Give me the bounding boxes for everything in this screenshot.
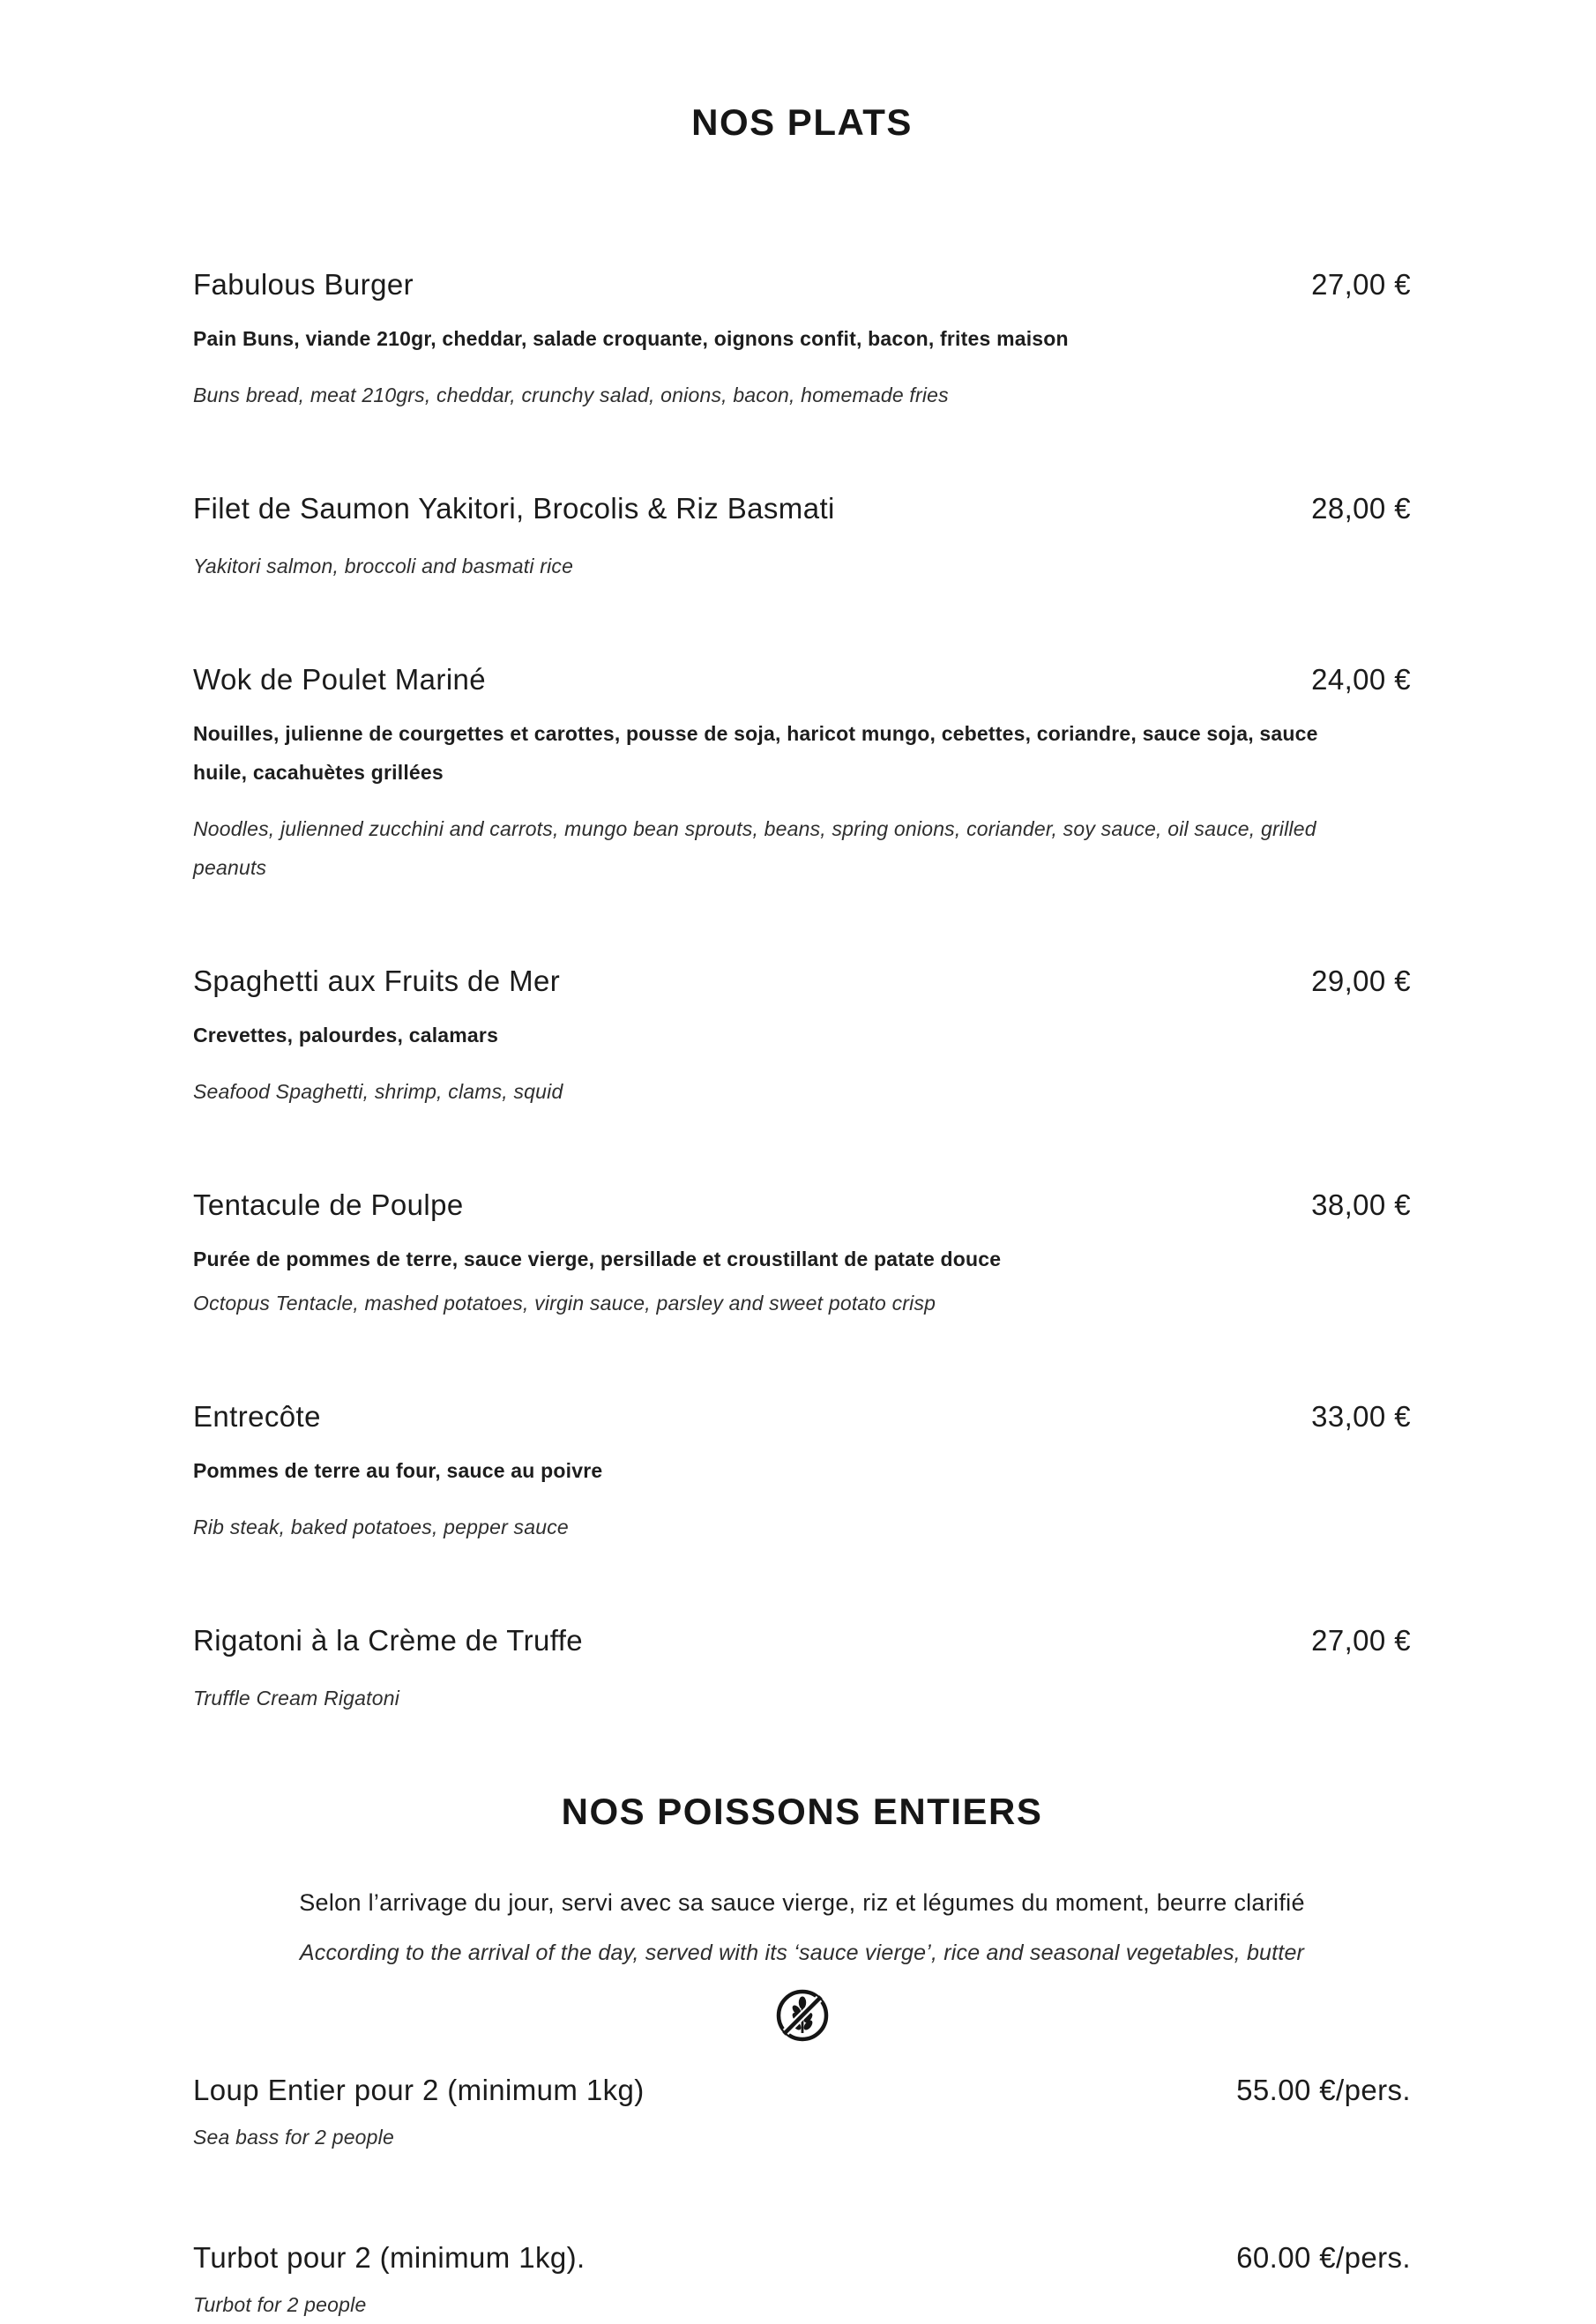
menu-item-entrecote: [193, 1397, 1411, 1546]
item-row: [193, 1397, 1411, 1437]
item-name: Filet de Saumon Yakitori, Brocolis & Riz Basmati: [193, 492, 835, 525]
menu-item-wok-poulet: [193, 659, 1411, 887]
gluten-free-icon: [774, 1987, 831, 2044]
item-row: [193, 659, 1411, 700]
item-price: 60.00 €/pers.: [1236, 2241, 1411, 2274]
item-description-en: Turbot for 2 people: [193, 2293, 367, 2316]
item-description-fr: Pain Buns, viande 210gr, cheddar, salade croquante, oignons confit, bacon, frites maison: [193, 327, 1069, 350]
item-description-fr: Nouilles, julienne de courgettes et carottes, pousse de soja, haricot mungo, cebettes, coriandre, sauce soja, sauce huile, cacahuètes grillées: [193, 722, 1318, 784]
item-name: Loup Entier pour 2 (minimum 1kg): [193, 2074, 645, 2106]
item-description-en: Yakitori salmon, broccoli and basmati rice: [193, 555, 574, 577]
fish-intro-fr: Selon l’arrivage du jour, servi avec sa sauce vierge, riz et légumes du moment, beurre clarifié: [299, 1889, 1305, 1916]
item-price: 24,00 €: [1311, 663, 1411, 696]
menu-item-turbot: [193, 2238, 1411, 2324]
item-price: 27,00 €: [1311, 1624, 1411, 1657]
item-name: Tentacule de Poulpe: [193, 1188, 464, 1221]
item-price: 38,00 €: [1311, 1188, 1411, 1221]
menu-item-rigatoni-truffe: [193, 1620, 1411, 1717]
fish-section-title: NOS POISSONS ENTIERS: [561, 1791, 1043, 1832]
item-description-en: Octopus Tentacle, mashed potatoes, virgin sauce, parsley and sweet potato crisp: [193, 1292, 936, 1315]
menu-item-loup-entier: [193, 2070, 1411, 2156]
item-row: [193, 2070, 1411, 2111]
item-row: [193, 1620, 1411, 1661]
plats-section: [193, 264, 1411, 1717]
item-description-fr: Pommes de terre au four, sauce au poivre: [193, 1459, 603, 1482]
item-name: Entrecôte: [193, 1400, 321, 1433]
item-price: 29,00 €: [1311, 965, 1411, 997]
item-row: [193, 488, 1411, 529]
item-name: Fabulous Burger: [193, 268, 414, 301]
page-title: NOS PLATS: [691, 101, 913, 143]
item-description-en: Sea bass for 2 people: [193, 2126, 394, 2149]
item-row: [193, 1185, 1411, 1225]
item-price: 28,00 €: [1311, 492, 1411, 525]
item-description-fr: Purée de pommes de terre, sauce vierge, persillade et croustillant de patate douce: [193, 1248, 1002, 1270]
item-description-fr: Crevettes, palourdes, calamars: [193, 1024, 499, 1047]
menu-item-fabulous-burger: [193, 264, 1411, 414]
menu-item-spaghetti-fruits-de-mer: [193, 961, 1411, 1111]
item-description-en: Seafood Spaghetti, shrimp, clams, squid: [193, 1080, 563, 1103]
item-description-en: Noodles, julienned zucchini and carrots, mungo bean sprouts, beans, spring onions, coriander, soy sauce, oil sauce, grilled peanuts: [193, 817, 1316, 879]
item-name: Wok de Poulet Mariné: [193, 663, 487, 696]
menu-item-saumon-yakitori: [193, 488, 1411, 585]
icon-container: [193, 1987, 1411, 2044]
item-description-en: Truffle Cream Rigatoni: [193, 1687, 400, 1709]
item-name: Spaghetti aux Fruits de Mer: [193, 965, 561, 997]
item-price: 55.00 €/pers.: [1236, 2074, 1411, 2106]
item-row: [193, 961, 1411, 1002]
item-name: Rigatoni à la Crème de Truffe: [193, 1624, 584, 1657]
item-row: [193, 264, 1411, 305]
item-description-en: Rib steak, baked potatoes, pepper sauce: [193, 1516, 569, 1538]
item-price: 27,00 €: [1311, 268, 1411, 301]
item-description-en: Buns bread, meat 210grs, cheddar, crunchy salad, onions, bacon, homemade fries: [193, 384, 949, 406]
fish-intro-en: According to the arrival of the day, served with its ‘sauce vierge’, rice and seasonal vegetables, butter: [299, 1940, 1305, 1965]
item-row: [193, 2238, 1411, 2278]
item-price: 33,00 €: [1311, 1400, 1411, 1433]
item-name: Turbot pour 2 (minimum 1kg).: [193, 2241, 585, 2274]
menu-item-tentacule-poulpe: [193, 1185, 1411, 1322]
